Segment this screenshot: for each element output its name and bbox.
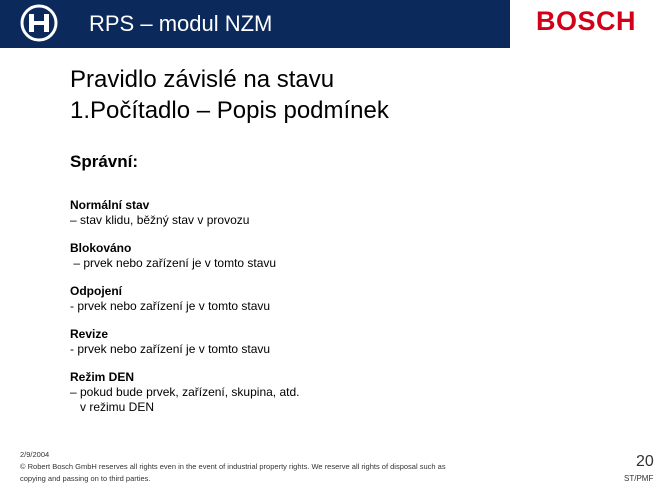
footer <box>20 449 446 485</box>
item-title: Normální stav <box>70 198 150 212</box>
brand-box <box>510 0 672 48</box>
header-title: RPS – modul NZM <box>89 11 273 36</box>
slide-title-line2: 1.Počítadlo – Popis podmínek <box>70 97 389 124</box>
list-item <box>70 241 470 271</box>
footer-copyright-line2: copying and passing on to third parties. <box>20 474 151 483</box>
item-title: Blokováno <box>70 241 132 255</box>
item-description: – prvek nebo zařízení je v tomto stavu <box>70 256 277 270</box>
slide-title <box>70 64 389 126</box>
item-description: – stav klidu, běžný stav v provozu <box>70 213 250 227</box>
list-item <box>70 198 470 228</box>
item-description: – pokud bude prvek, zařízení, skupina, atd. v režimu DEN <box>70 385 300 414</box>
list-item <box>70 327 470 357</box>
page-number: 20 <box>636 453 654 470</box>
item-title: Revize <box>70 327 109 341</box>
item-title: Odpojení <box>70 284 122 298</box>
list-item <box>70 370 470 415</box>
footer-date: 2/9/2004 <box>20 450 50 459</box>
footer-copyright-line1: © Robert Bosch GmbH reserves all rights even in the event of industrial property rights. We reserve all rights of disposal such as <box>20 462 446 471</box>
item-description: - prvek nebo zařízení je v tomto stavu <box>70 342 271 356</box>
header-bar <box>0 0 672 48</box>
item-description: - prvek nebo zařízení je v tomto stavu <box>70 299 271 313</box>
list-item <box>70 284 470 314</box>
section-heading: Správní: <box>70 152 139 171</box>
bosch-armature-icon <box>19 3 59 43</box>
item-title: Režim DEN <box>70 370 135 384</box>
slide-title-line1: Pravidlo závislé na stavu <box>70 66 335 93</box>
bosch-wordmark: BOSCH <box>536 6 637 36</box>
department-code: ST/PMF <box>624 474 654 483</box>
logo-box <box>0 0 78 48</box>
condition-list <box>70 198 470 428</box>
